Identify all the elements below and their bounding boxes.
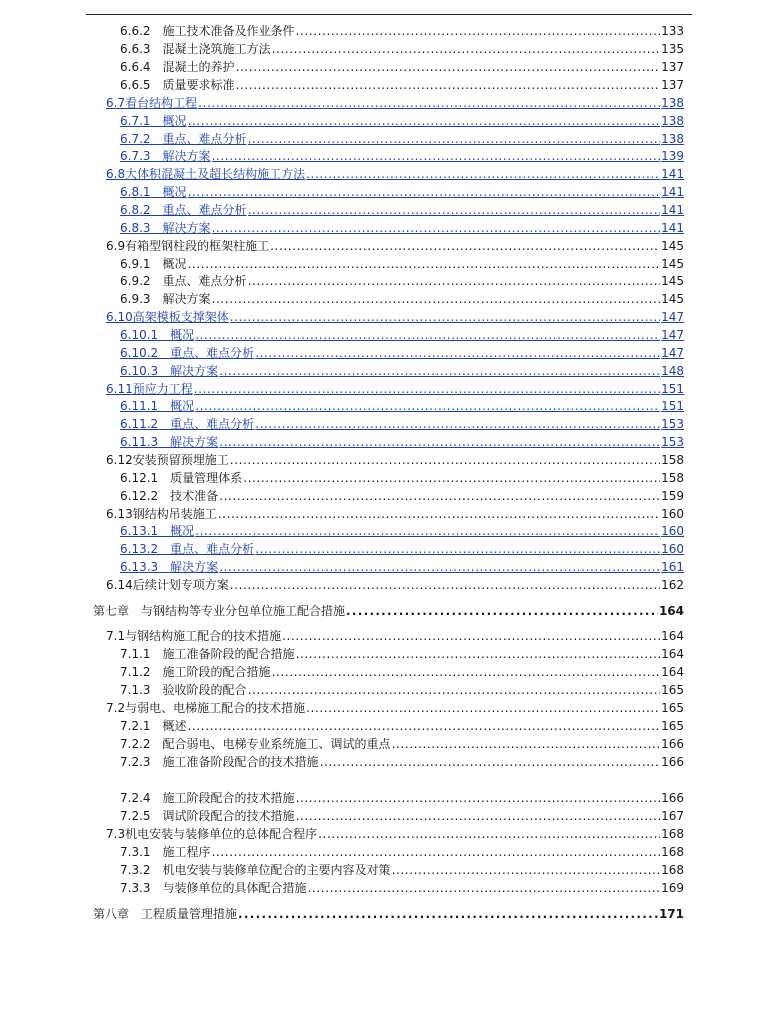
dot-leader [188,184,661,201]
toc-entry-title: 与装修单位的具体配合措施 [162,881,307,895]
toc-entry-number: 6.9.1 [120,257,163,271]
toc-entry[interactable] [120,220,684,237]
toc-entry-page-number: 164 [661,665,684,679]
toc-entry-number: 6.8.2 [120,203,163,217]
toc-entry-page-number: 147 [661,328,684,342]
toc-entry-page-number: 145 [661,257,684,271]
toc-entry [120,646,684,663]
toc-entry[interactable] [120,202,684,219]
toc-entry-page-number: 153 [661,435,684,449]
toc-entry[interactable] [120,541,684,558]
toc-entry-page-number: 168 [661,845,684,859]
toc-entry-page-number: 168 [661,863,684,877]
toc-entry-page-number: 169 [661,881,684,895]
toc-entry-title: 概况 [170,328,195,342]
toc-entry [120,470,684,487]
toc-entry-title: 施工准备阶段的配合措施 [162,647,295,661]
toc-chapter-entry [93,603,684,620]
dot-leader [318,826,660,843]
toc-entry-title: 大体积混凝土及超长结构施工方法 [125,167,306,181]
toc-entry-title: 机电安装与装修单位配合的主要内容及对策 [162,863,391,877]
toc-entry-title: 解决方案 [170,364,219,378]
dot-leader [230,309,660,326]
dot-leader [195,398,660,415]
toc-entry-number: 6.6.3 [120,42,163,56]
toc-entry-number: 6.11.2 [120,417,171,431]
dot-leader [212,148,661,165]
toc-entry-page-number: 137 [661,60,684,74]
toc-entry [120,664,684,681]
toc-entry [106,506,684,523]
toc-entry-title: 与钢结构施工配合的技术措施 [125,629,282,643]
toc-entry-number: 6.9.2 [120,274,163,288]
toc-entry-title: 解决方案 [162,221,211,235]
toc-entry[interactable] [120,148,684,165]
toc-entry-title: 施工程序 [162,845,211,859]
toc-entry-title: 概述 [162,719,187,733]
toc-entry [106,826,684,843]
toc-entry-page-number: 138 [661,132,684,146]
toc-entry-title: 重点、难点分析 [162,274,247,288]
toc-entry-page-number: 160 [661,524,684,538]
dot-leader [219,434,660,451]
toc-entry[interactable] [120,398,684,415]
toc-entry-title: 施工技术准备及作业条件 [162,24,295,38]
dot-leader [248,131,661,148]
toc-entry-page-number: 151 [661,399,684,413]
toc-entry-title: 概况 [162,114,187,128]
toc-entry [120,23,684,40]
toc-entry-title: 后续计划专项方案 [132,578,229,592]
toc-entry-page-number: 145 [661,239,684,253]
toc-entry-number: 6.10 [106,310,133,324]
toc-entry-page-number: 159 [661,489,684,503]
toc-entry [106,452,684,469]
toc-entry [120,844,684,861]
toc-entry-title: 混凝土的养护 [162,60,235,74]
toc-entry [120,77,684,94]
toc-entry[interactable] [120,434,684,451]
dot-leader [188,256,661,273]
toc-entry-title: 重点、难点分析 [170,417,255,431]
toc-entry-page-number: 165 [661,683,684,697]
toc-entry-number: 7.2.2 [120,737,163,751]
toc-entry[interactable] [120,416,684,433]
toc-entry-page-number: 166 [661,737,684,751]
dot-leader [248,682,661,699]
toc-entry-title: 工程质量管理措施 [141,907,238,921]
toc-entry-number: 6.7.3 [120,149,163,163]
toc-entry-number: 7.1.2 [120,665,163,679]
dot-leader [236,77,661,94]
toc-entry-page-number: 148 [661,364,684,378]
toc-entry-number: 6.12 [106,453,133,467]
toc-entry-number: 6.6.4 [120,60,163,74]
toc-entry-title: 看台结构工程 [125,96,198,110]
toc-entry-number: 7.2.4 [120,791,163,805]
toc-entry-title: 施工阶段的配合措施 [162,665,271,679]
toc-entry [106,628,684,645]
toc-entry [120,273,684,290]
toc-entry-number: 第七章 [93,604,142,618]
toc-entry-title: 有箱型钢柱段的框架柱施工 [125,239,270,253]
toc-entry [120,256,684,273]
toc-entry-title: 与钢结构等专业分包单位施工配合措施 [141,604,346,618]
toc-entry-title: 机电安装与装修单位的总体配合程序 [125,827,318,841]
toc-entry-title: 施工准备阶段配合的技术措施 [162,755,319,769]
toc-entry-number: 第八章 [93,907,142,921]
toc-entry [120,736,684,753]
dot-leader [272,664,661,681]
toc-entry-title: 与弱电、电梯施工配合的技术措施 [125,701,306,715]
toc-entry-number: 6.10.3 [120,364,171,378]
toc-entry-title: 安装预留预埋施工 [132,453,229,467]
toc-entry-title: 重点、难点分析 [162,132,247,146]
toc-entry-title: 验收阶段的配合 [162,683,247,697]
toc-entry[interactable] [106,166,684,183]
toc-entry[interactable] [106,309,684,326]
toc-entry [120,718,684,735]
dot-leader [188,113,661,130]
dot-leader [320,754,661,771]
dot-leader [306,700,660,717]
toc-entry [120,808,684,825]
toc-entry-number: 6.8.1 [120,185,163,199]
toc-entry-page-number: 164 [661,647,684,661]
toc-entry-title: 质量要求标准 [162,78,235,92]
toc-entry-number: 7.3.2 [120,863,163,877]
dot-leader [296,23,661,40]
toc-entry-number: 7.2.1 [120,719,163,733]
toc-entry-number: 6.10.1 [120,328,171,342]
toc-entry-page-number: 145 [661,292,684,306]
toc-entry-page-number: 141 [661,203,684,217]
toc-entry[interactable] [106,381,684,398]
toc-entry-number: 7.2.5 [120,809,163,823]
toc-entry-number: 6.7.1 [120,114,163,128]
toc-entry[interactable] [120,184,684,201]
toc-entry-number: 6.12.2 [120,489,171,503]
toc-entry-number: 6.11.3 [120,435,171,449]
toc-entry[interactable] [120,559,684,576]
toc-entry-title: 混凝土浇筑施工方法 [162,42,271,56]
toc-entry-number: 6.14 [106,578,133,592]
toc-entry-page-number: 147 [661,310,684,324]
toc-entry-title: 质量管理体系 [170,471,243,485]
toc-entry-title: 施工阶段配合的技术措施 [162,791,295,805]
dot-leader [248,202,661,219]
dot-leader [306,166,660,183]
toc-entry-number: 6.8 [106,167,126,181]
toc-entry-number: 7.1.3 [120,683,163,697]
toc-entry-page-number: 153 [661,417,684,431]
dot-leader [219,363,660,380]
toc-entry-number: 6.8.3 [120,221,163,235]
toc-entry-page-number: 161 [661,560,684,574]
toc-entry-title: 概况 [170,399,195,413]
dot-leader [296,790,661,807]
toc-entry[interactable] [120,523,684,540]
toc-entry-number: 6.13.3 [120,560,171,574]
toc-entry-page-number: 158 [661,453,684,467]
dot-leader [195,523,660,540]
toc-entry[interactable] [106,95,684,112]
dot-leader [230,577,660,594]
toc-entry-title: 重点、难点分析 [162,203,247,217]
toc-entry [120,862,684,879]
toc-entry[interactable] [120,363,684,380]
toc-entry [120,754,684,771]
toc-entry-page-number: 135 [661,42,684,56]
toc-entry-title: 高架模板支撑架体 [132,310,229,324]
dot-leader [392,736,661,753]
toc-entry[interactable] [120,113,684,130]
toc-entry-page-number: 138 [661,114,684,128]
toc-entry-page-number: 167 [661,809,684,823]
toc-entry-title: 概况 [162,185,187,199]
dot-leader [255,345,660,362]
toc-entry-title: 钢结构吊装施工 [132,507,217,521]
dot-leader [212,220,661,237]
toc-entry-number: 6.13.2 [120,542,171,556]
dot-leader [270,238,660,255]
toc-entry-title: 解决方案 [170,560,219,574]
toc-entry-page-number: 165 [661,701,684,715]
toc-entry-page-number: 147 [661,346,684,360]
toc-entry-number: 6.7 [106,96,126,110]
toc-entry-title: 配合弱电、电梯专业系统施工、调试的重点 [162,737,391,751]
toc-entry-number: 7.2.3 [120,755,163,769]
dot-leader [238,906,658,923]
toc-entry-number: 6.11.1 [120,399,171,413]
toc-entry-page-number: 171 [658,907,684,921]
toc-entry-page-number: 166 [661,755,684,769]
dot-leader [219,559,660,576]
toc-entry [120,682,684,699]
dot-leader [272,41,661,58]
dot-leader [296,808,661,825]
dot-leader [346,603,658,620]
toc-entry-page-number: 151 [661,382,684,396]
toc-entry-title: 概况 [170,524,195,538]
toc-entry-page-number: 139 [661,149,684,163]
dot-leader [195,327,660,344]
toc-entry-page-number: 141 [661,221,684,235]
toc-entry [120,488,684,505]
dot-leader [218,506,660,523]
dot-leader [219,488,660,505]
dot-leader [212,291,661,308]
dot-leader [188,718,661,735]
toc-entry-page-number: 166 [661,791,684,805]
toc-entry-number: 7.3 [106,827,126,841]
toc-entry-number: 6.9 [106,239,126,253]
dot-leader [194,381,660,398]
toc-entry-page-number: 141 [661,167,684,181]
toc-entry-title: 解决方案 [170,435,219,449]
dot-leader [255,416,660,433]
toc-entry-page-number: 164 [661,629,684,643]
toc-entry-number: 7.1 [106,629,126,643]
dot-leader [255,541,660,558]
dot-leader [392,862,661,879]
toc-entry-number: 7.3.1 [120,845,163,859]
toc-entry[interactable] [120,327,684,344]
toc-entry-title: 技术准备 [170,489,219,503]
toc-entry-page-number: 165 [661,719,684,733]
toc-entry-page-number: 168 [661,827,684,841]
dot-leader [296,646,661,663]
dot-leader [212,844,661,861]
toc-entry [106,577,684,594]
dot-leader [230,452,660,469]
dot-leader [308,880,661,897]
toc-entry [120,790,684,807]
toc-entry-page-number: 162 [661,578,684,592]
toc-entry-number: 7.1.1 [120,647,163,661]
toc-entry-title: 概况 [162,257,187,271]
toc-entry-title: 重点、难点分析 [170,542,255,556]
toc-entry [120,59,684,76]
toc-entry-number: 6.6.5 [120,78,163,92]
toc-entry [120,41,684,58]
toc-entry-title: 解决方案 [162,292,211,306]
toc-entry [106,700,684,717]
dot-leader [282,628,660,645]
toc-entry-page-number: 164 [658,604,684,618]
dot-leader [198,95,660,112]
toc-entry-page-number: 138 [661,96,684,110]
toc-entry-page-number: 158 [661,471,684,485]
dot-leader [248,273,661,290]
toc-entry-number: 6.9.3 [120,292,163,306]
toc-entry-page-number: 160 [661,507,684,521]
toc-entry-page-number: 160 [661,542,684,556]
toc-entry-number: 7.3.3 [120,881,163,895]
toc-entry [120,291,684,308]
toc-entry-number: 6.6.2 [120,24,163,38]
toc-entry-number: 6.11 [106,382,133,396]
toc-entry-number: 6.13.1 [120,524,171,538]
toc-entry[interactable] [120,345,684,362]
toc-entry-number: 6.7.2 [120,132,163,146]
toc-entry-page-number: 141 [661,185,684,199]
toc-entry-number: 6.13 [106,507,133,521]
toc-entry-page-number: 133 [661,24,684,38]
dot-leader [236,59,661,76]
toc-entry-number: 6.12.1 [120,471,171,485]
toc-entry-page-number: 137 [661,78,684,92]
toc-entry-number: 7.2 [106,701,126,715]
toc-entry [106,238,684,255]
toc-entry-title: 预应力工程 [132,382,193,396]
toc-entry-title: 解决方案 [162,149,211,163]
header-rule [86,14,692,15]
toc-entry-page-number: 145 [661,274,684,288]
toc-entry-title: 重点、难点分析 [170,346,255,360]
toc-chapter-entry [93,906,684,923]
toc-entry-number: 6.10.2 [120,346,171,360]
toc-entry[interactable] [120,131,684,148]
dot-leader [243,470,660,487]
toc-entry-title: 调试阶段配合的技术措施 [162,809,295,823]
toc-entry [120,880,684,897]
